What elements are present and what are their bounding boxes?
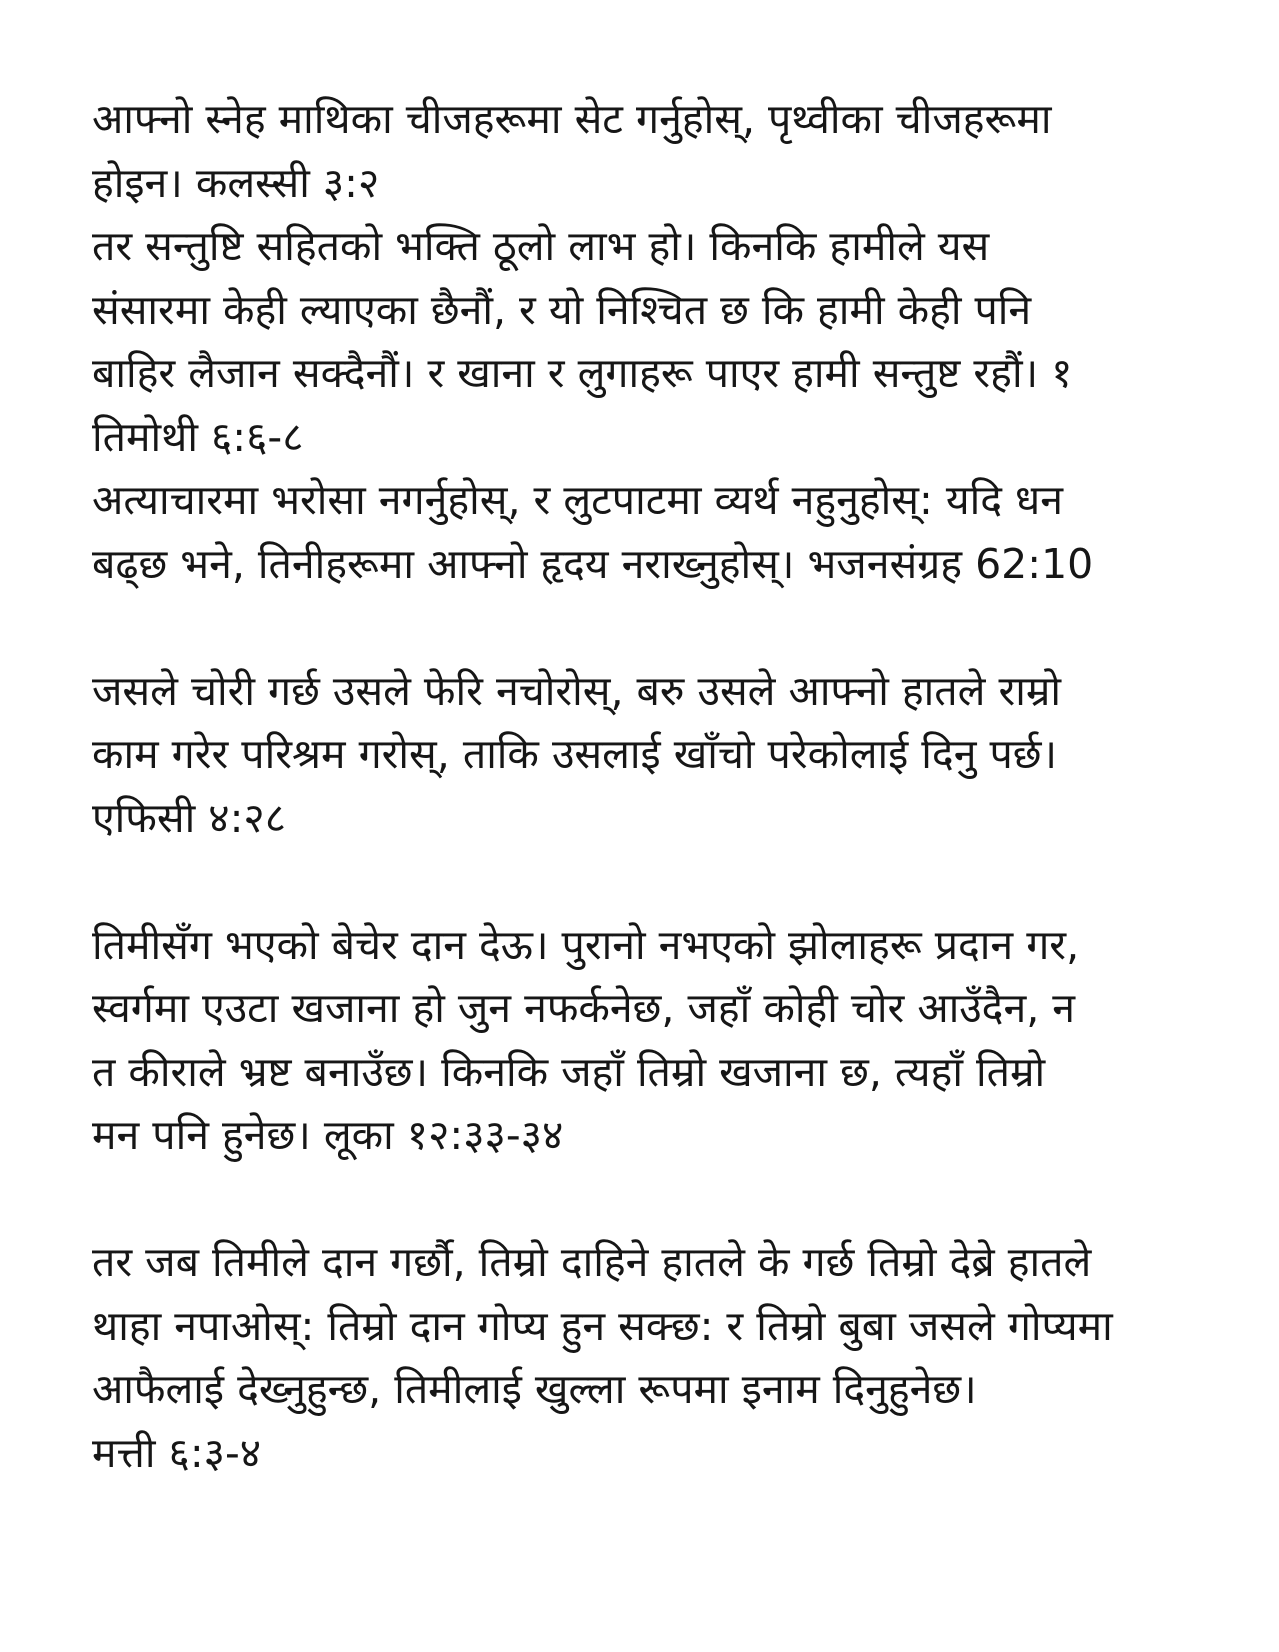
text-line: मत्ती ६:३-४ [92,1428,262,1477]
verse-block-1 [92,88,1202,596]
text-line: काम गरेर परिश्रम गरोस्, ताकि उसलाई खाँचो परेकोलाई दिनु पर्छ। [92,730,1058,778]
document-page [92,88,1202,1485]
text-line: आफैलाई देख्नुहुन्छ, तिमीलाई खुल्ला रूपमा इनाम दिनुहुनेछ। [92,1365,977,1413]
text-line: थाहा नपाओस्: तिम्रो दान गोप्य हुन सक्छ: र तिम्रो बुबा जसले गोप्यमा [92,1301,1113,1350]
text-line: मन पनि हुनेछ। लूका १२:३३-३४ [92,1111,564,1159]
text-line: होइन। कलस्सी ३:२ [92,158,380,207]
text-line: बढ्छ भने, तिनीहरूमा आफ्नो हृदय नराख्नुहोस्। भजनसंग्रह 62:10 [92,539,1094,588]
text-line: एफिसी ४:२८ [92,793,287,842]
verse-block-4 [92,1231,1202,1485]
paragraph-gap [92,850,1202,914]
text-line: बाहिर लैजान सक्दैनौं। र खाना र लुगाहरू पाएर हामी सन्तुष्ट रहौं। १ [92,349,1073,397]
text-line: तिमीसँग भएको बेचेर दान देऊ। पुरानो नभएको झोलाहरू प्रदान गर, [92,920,1080,969]
paragraph-gap [92,1168,1202,1232]
text-line: जसले चोरी गर्छ उसले फेरि नचोरोस्, बरु उसले आफ्नो हातले राम्रो [92,666,1062,715]
text-line: आफ्नो स्नेह माथिका चीजहरूमा सेट गर्नुहोस्, पृथ्वीका चीजहरूमा [92,95,1052,143]
verse-block-3 [92,914,1202,1168]
text-line: तर जब तिमीले दान गर्छौ, तिम्रो दाहिने हातले के गर्छ तिम्रो देब्रे हातले [92,1238,1092,1286]
verse-block-2 [92,660,1202,851]
text-line: स्वर्गमा एउटा खजाना हो जुन नफर्कनेछ, जहाँ कोही चोर आउँदैन, न [92,984,1076,1032]
text-line: तिमोथी ६:६-८ [92,412,304,461]
text-line: अत्याचारमा भरोसा नगर्नुहोस्, र लुटपाटमा व्यर्थ नहुनुहोस्: यदि धन [92,476,1063,524]
text-line: संसारमा केही ल्याएका छैनौं, र यो निश्चित छ कि हामी केही पनि [92,285,1032,334]
text-line: त कीराले भ्रष्ट बनाउँछ। किनकि जहाँ तिम्रो खजाना छ, त्यहाँ तिम्रो [92,1047,1046,1096]
text-line: तर सन्तुष्टि सहितको भक्ति ठूलो लाभ हो। किनकि हामीले यस [92,222,990,270]
paragraph-gap [92,596,1202,660]
